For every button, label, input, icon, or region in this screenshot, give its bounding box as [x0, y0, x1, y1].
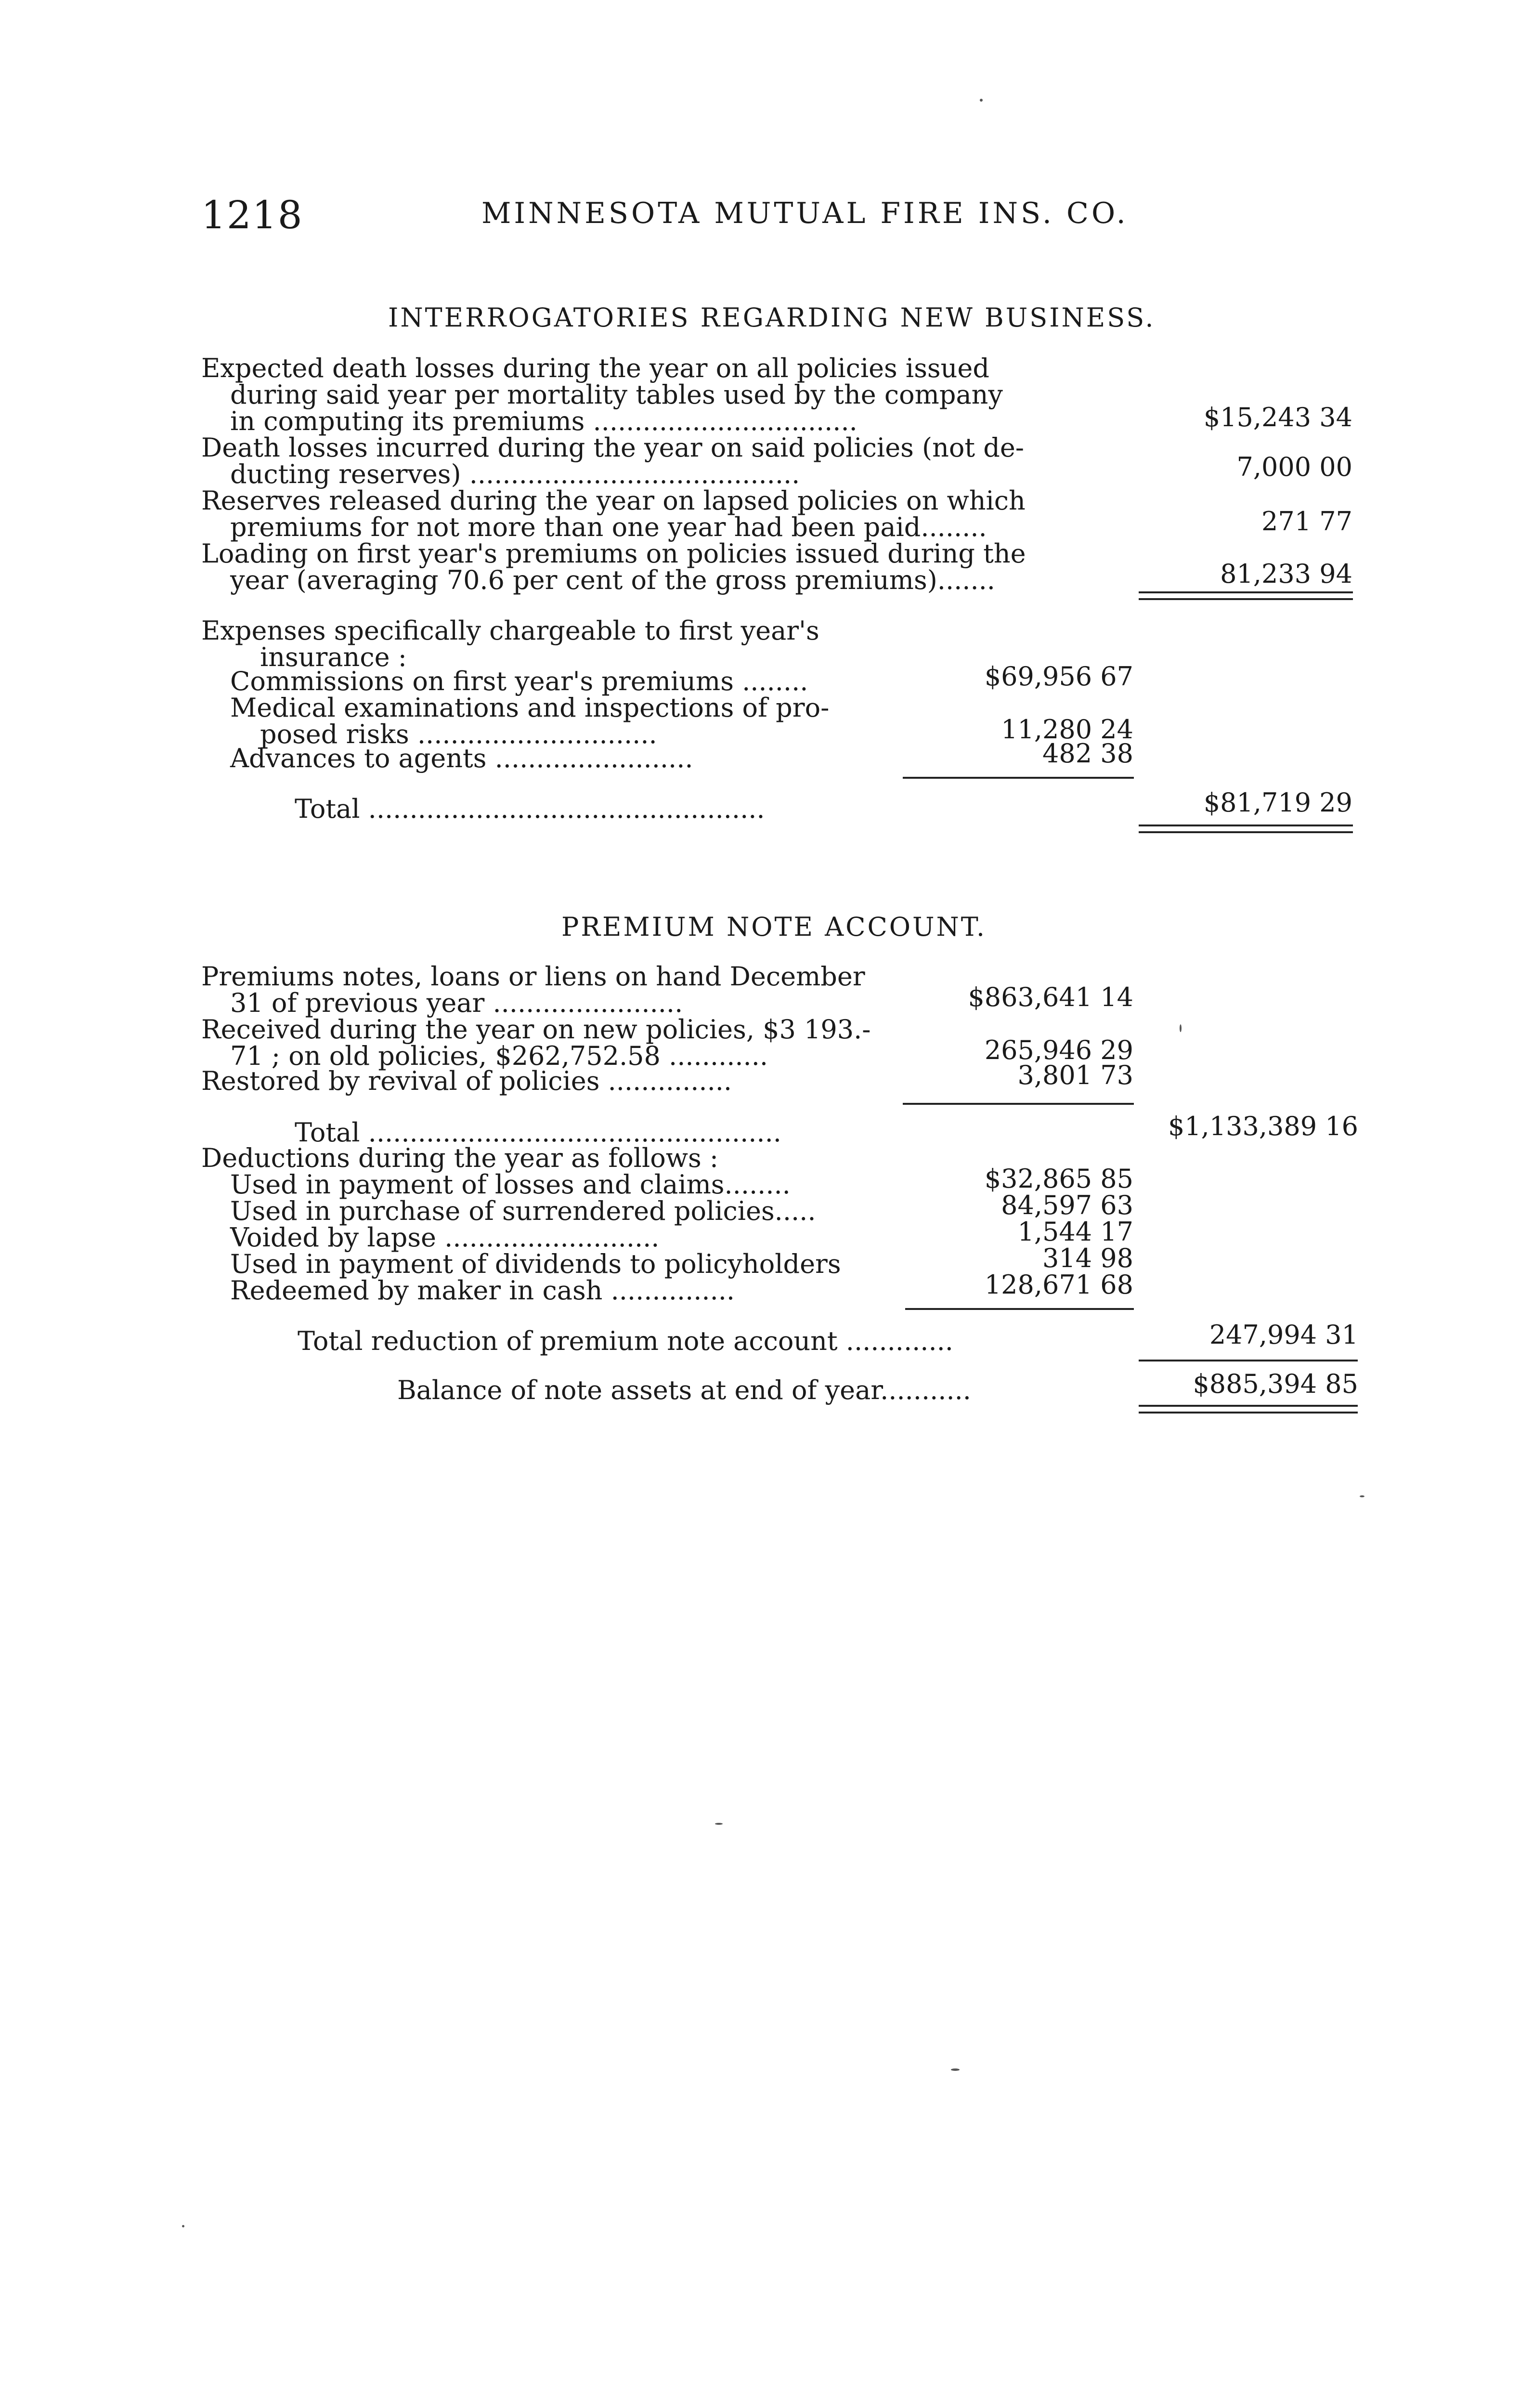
- nb-amount: 81,233 94: [1220, 559, 1352, 589]
- pn-amount-mid: 265,946 29: [984, 1035, 1133, 1065]
- nb-amount: 7,000 00: [1236, 452, 1352, 482]
- double-rule: [1139, 831, 1353, 833]
- nb-line: posed risks .............................: [260, 719, 657, 749]
- pn-total-label: Total ..................................................: [295, 1117, 781, 1148]
- nb-line: Death losses incurred during the year on said policies (not de-: [201, 432, 1025, 463]
- double-rule: [1139, 591, 1353, 593]
- pn-amount-mid: 3,801 73: [1017, 1060, 1133, 1090]
- pn-line: Premiums notes, loans or liens on hand December: [201, 961, 865, 992]
- pn-line: Restored by revival of policies ...............: [201, 1066, 732, 1096]
- nb-line: Expected death losses during the year on all policies issued: [201, 353, 989, 383]
- scan-speck: [951, 2068, 960, 2071]
- new-business-heading: INTERROGATORIES REGARDING NEW BUSINESS.: [388, 302, 1156, 333]
- scan-speck: [1180, 1024, 1182, 1032]
- nb-line: in computing its premiums ................................: [230, 406, 857, 436]
- pn-amount-mid: $32,865 85: [984, 1164, 1133, 1194]
- nb-line: Advances to agents ........................: [230, 743, 693, 773]
- scan-speck: [1360, 1495, 1364, 1497]
- pn-reduction-amount: 247,994 31: [1209, 1320, 1358, 1350]
- scan-speck: [980, 99, 983, 102]
- nb-line: premiums for not more than one year had been paid........: [230, 512, 987, 542]
- premium-note-heading: PREMIUM NOTE ACCOUNT.: [561, 912, 987, 942]
- rule: [903, 1103, 1134, 1105]
- pn-amount-mid: 1,544 17: [1017, 1217, 1133, 1247]
- pn-line: Redeemed by maker in cash ...............: [230, 1275, 735, 1306]
- running-title: MINNESOTA MUTUAL FIRE INS. CO.: [481, 196, 1129, 230]
- nb-line: Expenses specifically chargeable to first year's: [201, 615, 819, 646]
- nb-line: Medical examinations and inspections of pro-: [230, 693, 830, 723]
- pn-line: Used in payment of losses and claims........: [230, 1169, 791, 1200]
- nb-amount: 271 77: [1261, 506, 1352, 537]
- double-rule: [1139, 598, 1353, 600]
- nb-line: Loading on first year's premiums on policies issued during the: [201, 538, 1026, 569]
- pn-balance-amount: $885,394 85: [1193, 1369, 1358, 1399]
- nb-amount: $15,243 34: [1203, 402, 1352, 432]
- nb-line: year (averaging 70.6 per cent of the gross premiums).......: [230, 565, 995, 595]
- scan-speck: [715, 1823, 723, 1825]
- nb-total-label: Total ................................................: [295, 794, 765, 824]
- pn-amount-mid: 128,671 68: [984, 1269, 1133, 1300]
- rule: [905, 1308, 1134, 1310]
- pn-balance-label: Balance of note assets at end of year...........: [397, 1375, 971, 1405]
- nb-line: ducting reserves) ........................................: [230, 459, 800, 489]
- pn-line: Used in payment of dividends to policyholders: [230, 1249, 841, 1279]
- pn-amount-mid: $863,641 14: [968, 982, 1133, 1012]
- nb-line: insurance :: [260, 642, 407, 672]
- pn-line: 31 of previous year .......................: [230, 988, 683, 1018]
- pn-line: Used in purchase of surrendered policies.....: [230, 1196, 816, 1226]
- nb-amount-mid: $69,956 67: [984, 661, 1133, 692]
- pn-line: 71 ; on old policies, $262,752.58 ............: [230, 1041, 768, 1071]
- double-rule: [1139, 1412, 1358, 1413]
- pn-amount-mid: 84,597 63: [1001, 1190, 1133, 1220]
- nb-line: Commissions on first year's premiums ........: [230, 666, 808, 696]
- nb-amount-mid: 482 38: [1042, 738, 1133, 769]
- double-rule: [1139, 1405, 1358, 1407]
- nb-amount-mid: 11,280 24: [1001, 714, 1133, 745]
- page-number: 1218: [201, 193, 303, 237]
- double-rule: [1139, 824, 1353, 826]
- pn-line: Voided by lapse ..........................: [230, 1222, 660, 1253]
- rule: [1139, 1360, 1358, 1361]
- pn-total-amount: $1,133,389 16: [1168, 1111, 1358, 1141]
- scan-speck: [182, 2225, 184, 2227]
- nb-line: during said year per mortality tables used by the company: [230, 380, 1003, 410]
- pn-amount-mid: 314 98: [1042, 1243, 1133, 1273]
- pn-reduction-label: Total reduction of premium note account .............: [298, 1326, 953, 1356]
- pn-line: Deductions during the year as follows :: [201, 1143, 719, 1173]
- pn-line: Received during the year on new policies, $3 193.-: [201, 1014, 871, 1045]
- nb-total-amount: $81,719 29: [1203, 787, 1352, 818]
- nb-line: Reserves released during the year on lapsed policies on which: [201, 485, 1026, 516]
- rule: [903, 777, 1134, 779]
